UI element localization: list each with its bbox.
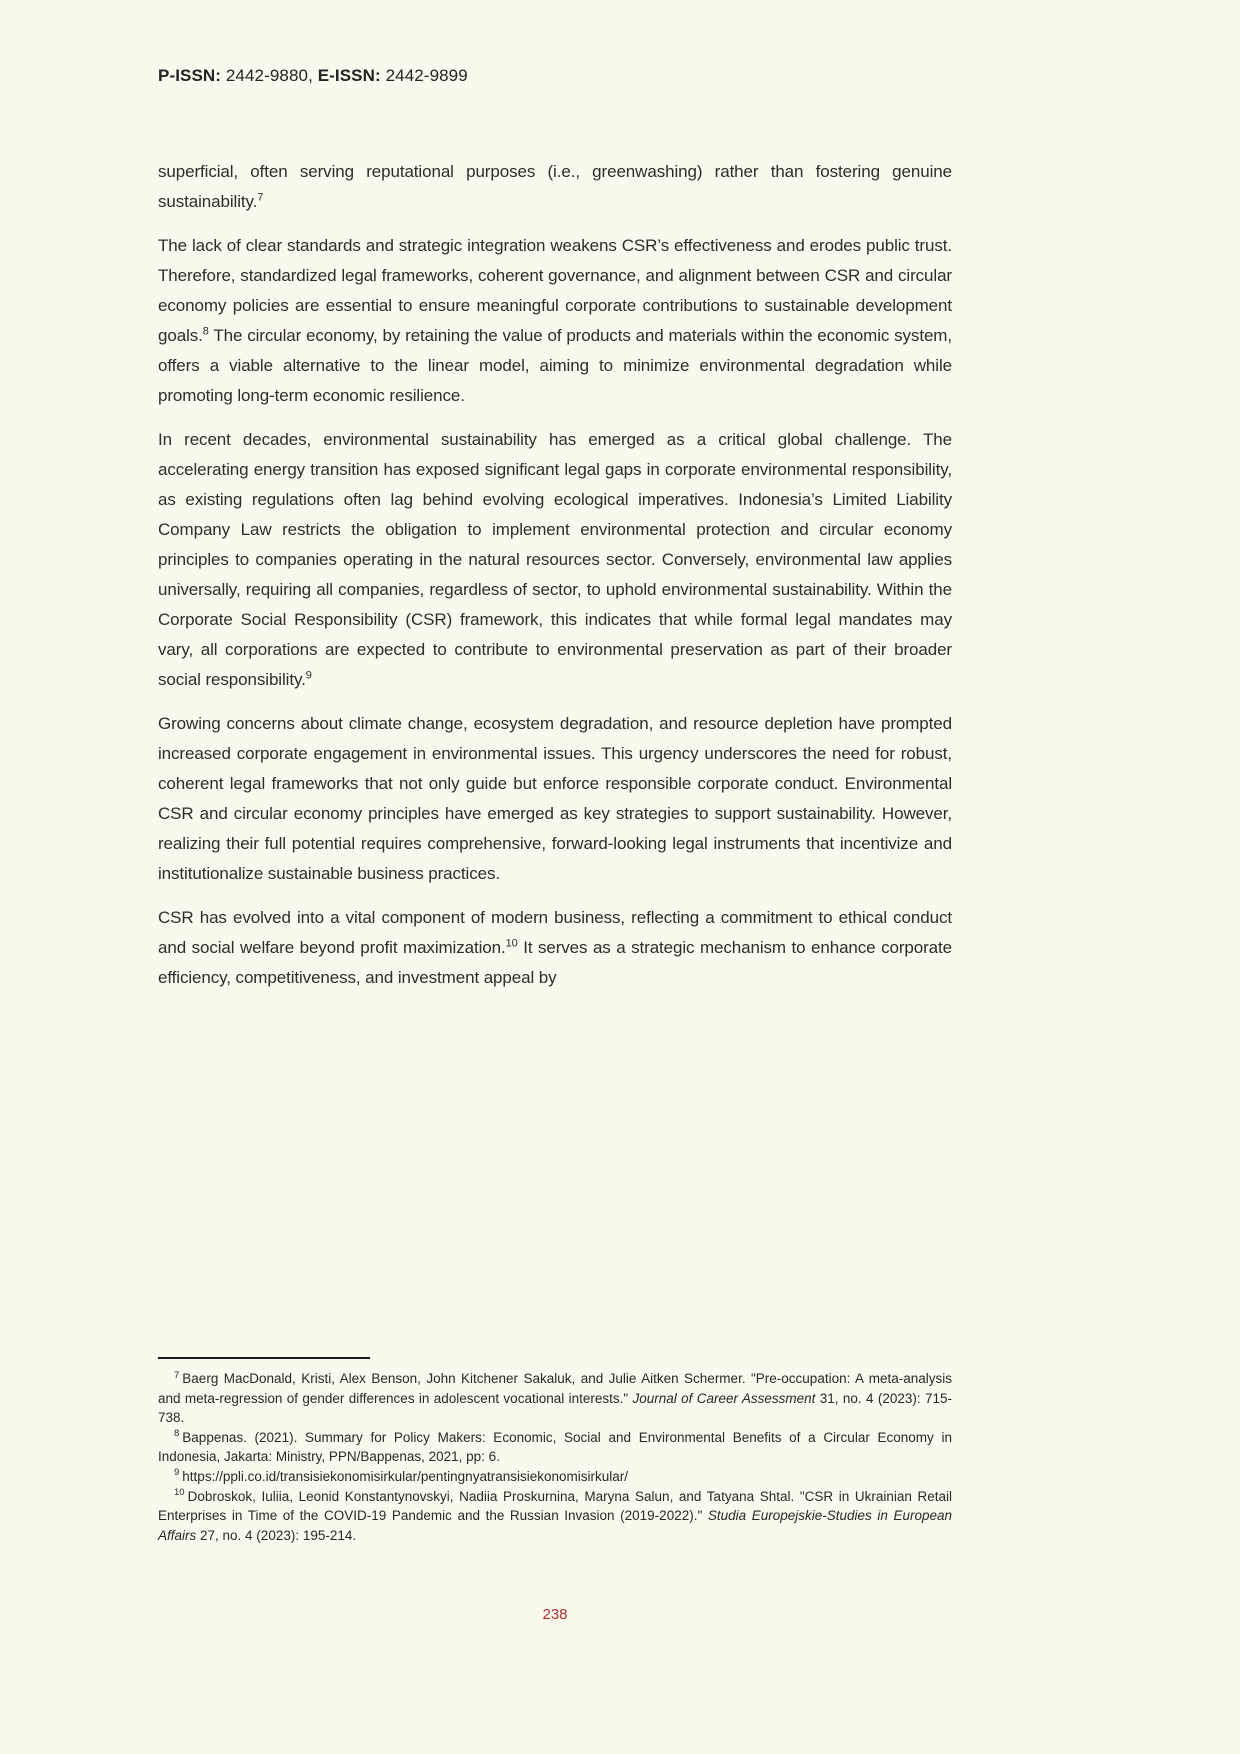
footnote: [158, 1487, 952, 1546]
footnote-journal-title: Studia Europejskie-Studies in European Affairs: [158, 1508, 952, 1543]
footnote-text: Baerg MacDonald, Kristi, Alex Benson, John Kitchener Sakaluk, and Julie Aitken Schermer. "Pre-occupation: A meta-analysis and meta-regression of gender differences in adolescent vocational interests.": [158, 1371, 952, 1406]
footnote-journal-title: Journal of Career Assessment: [632, 1390, 816, 1406]
footnote-ref-9: 9: [305, 669, 312, 682]
footnote-ref-8: 8: [202, 325, 209, 338]
footnote-text: Dobroskok, Iuliia, Leonid Konstantynovskyi, Nadiia Proskurnina, Maryna Salun, and Tatyana Shtal. "CSR in Ukrainian Retail Enterprises in Time of the COVID-19 Pandemic and the Russian Invasion (2019-2022).": [158, 1488, 952, 1524]
footnote-marker: 10: [174, 1487, 185, 1499]
footnote: [158, 1369, 952, 1428]
footnote-separator: [158, 1357, 370, 1359]
p-issn-label: P-ISSN:: [158, 66, 222, 85]
paragraph: [158, 709, 952, 889]
paragraph-text: It serves as a strategic mechanism to enhance corporate efficiency, competitiveness, and investment appeal by: [158, 938, 952, 987]
issn-header: [158, 66, 468, 86]
paragraph-text: Growing concerns about climate change, ecosystem degradation, and resource depletion have prompted increased corporate engagement in environmental issues. This urgency underscores the need for robust, coherent legal frameworks that not only guide but enforce responsible corporate conduct. Environmental CSR and circular economy principles have emerged as key strategies to support sustainability. However, realizing their full potential requires comprehensive, forward-looking legal instruments that incentivize and institutionalize sustainable business practices.: [158, 714, 952, 883]
footnote-ref-7: 7: [257, 191, 264, 204]
paragraph-text: CSR has evolved into a vital component of modern business, reflecting a commitment to ethical conduct and social welfare beyond profit maximization.: [158, 908, 952, 957]
paragraph: [158, 903, 952, 993]
article-body: [158, 157, 952, 1007]
footnote: [158, 1428, 952, 1467]
paragraph: [158, 425, 952, 695]
footnote-ref-10: 10: [505, 937, 518, 950]
footnote-marker: 9: [174, 1467, 180, 1479]
footnote-text: Bappenas. (2021). Summary for Policy Makers: Economic, Social and Environmental Benefits of a Circular Economy in Indonesia, Jakarta: Ministry, PPN/Bappenas, 2021, pp: 6.: [158, 1429, 952, 1465]
paragraph-text: The lack of clear standards and strategic integration weakens CSR’s effectiveness and erodes public trust. Therefore, standardized legal frameworks, coherent governance, and alignment between CSR and circular economy policies are essential to ensure meaningful corporate contributions to sustainable development goals.: [158, 236, 952, 345]
paragraph: [158, 231, 952, 411]
p-issn-value: 2442-9880,: [221, 66, 318, 85]
paragraph: [158, 157, 952, 217]
e-issn-value: 2442-9899: [380, 66, 468, 85]
footnote: [158, 1467, 952, 1487]
footnote-marker: 8: [174, 1428, 180, 1440]
paragraph-text: The circular economy, by retaining the value of products and materials within the economic system, offers a viable alternative to the linear model, aiming to minimize environmental degradation while promoting long-term economic resilience.: [158, 326, 952, 405]
footnotes-section: [158, 1369, 952, 1545]
footnote-marker: 7: [174, 1369, 180, 1381]
page-number: 238: [542, 1606, 568, 1623]
paragraph-text: superficial, often serving reputational purposes (i.e., greenwashing) rather than fostering genuine sustainability.: [158, 162, 952, 211]
footnote-url: https://ppli.co.id/transisiekonomisirkular/pentingnyatransisiekonomisirkular/: [182, 1468, 628, 1484]
footnote-text: 31, no. 4 (2023): 715-738.: [158, 1390, 952, 1426]
e-issn-label: E-ISSN:: [317, 66, 381, 85]
paragraph-text: In recent decades, environmental sustainability has emerged as a critical global challenge. The accelerating energy transition has exposed significant legal gaps in corporate environmental responsibility, as existing regulations often lag behind evolving ecological imperatives. Indonesia’s Limited Liability Company Law restricts the obligation to implement environmental protection and circular economy principles to companies operating in the natural resources sector. Conversely, environmental law applies universally, requiring all companies, regardless of sector, to uphold environmental sustainability. Within the Corporate Social Responsibility (CSR) framework, this indicates that while formal legal mandates may vary, all corporations are expected to contribute to environmental preservation as part of their broader social responsibility.: [158, 430, 952, 689]
footnote-text: 27, no. 4 (2023): 195-214.: [196, 1527, 357, 1543]
